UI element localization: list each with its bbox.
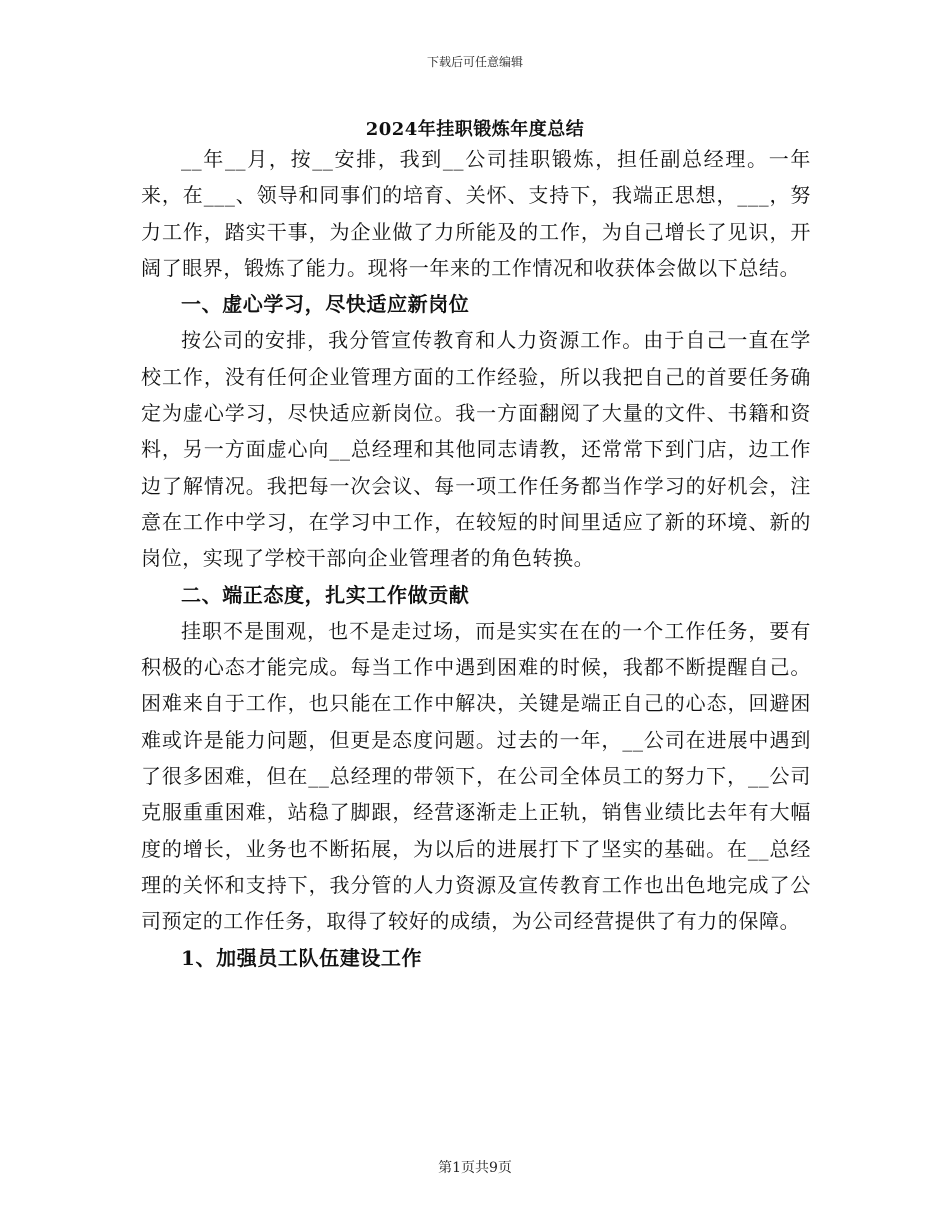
header-note: 下载后可任意编辑: [426, 55, 523, 69]
intro-paragraph: __年__月，按__安排，我到__公司挂职锻炼，担任副总经理。一年来，在___、领导和同事们的培育、关怀、支持下，我端正思想，___，努力工作，踏实干事，为企业做了力所能及的工作，为自己增长了见识，开阔了眼界，锻炼了能力。现将一年来的工作情况和收获体会做以下总结。: [141, 147, 811, 280]
section-paragraph-2: 挂职不是围观，也不是走过场，而是实实在在的一个工作任务，要有积极的心态才能完成。每当工作中遇到困难的时候，我都不断提醒自己。困难来自于工作，也只能在工作中解决，关键是端正自己的心态，回避困难或许是能力问题，但更是态度问题。过去的一年，__公司在进展中遇到了很多困难，但在__总经理的带领下，在公司全体员工的努力下，__公司克服重重困难，站稳了脚跟，经营逐渐走上正轨，销售业绩比去年有大幅度的增长，业务也不断拓展，为以后的进展打下了坚实的基础。在__总经理的关怀和支持下，我分管的人力资源及宣传教育工作也出色地完成了公司预定的工作任务，取得了较好的成绩，为公司经营提供了有力的保障。: [141, 618, 811, 934]
document-title: 2024年挂职锻炼年度总结: [365, 119, 585, 140]
document-body: [141, 141, 811, 976]
page-indicator: 第1页共9页: [438, 1160, 512, 1176]
section-heading-2: 二、端正态度，扎实工作做贡献: [181, 582, 470, 607]
section-paragraph-1: 按公司的安排，我分管宣传教育和人力资源工作。由于自己一直在学校工作，没有任何企业管理方面的工作经验，所以我把自己的首要任务确定为虚心学习，尽快适应新岗位。我一方面翻阅了大量的文件、书籍和资料，另一方面虚心向__总经理和其他同志请教，还常常下到门店，边工作边了解情况。我把每一次会议、每一项工作任务都当作学习的好机会，注意在工作中学习，在学习中工作，在较短的时间里适应了新的环境、新的岗位，实现了学校干部向企业管理者的角色转换。: [141, 328, 811, 571]
section-heading-1: 一、虚心学习，尽快适应新岗位: [181, 292, 470, 317]
subsection-heading-1: 1、加强员工队伍建设工作: [181, 945, 423, 970]
